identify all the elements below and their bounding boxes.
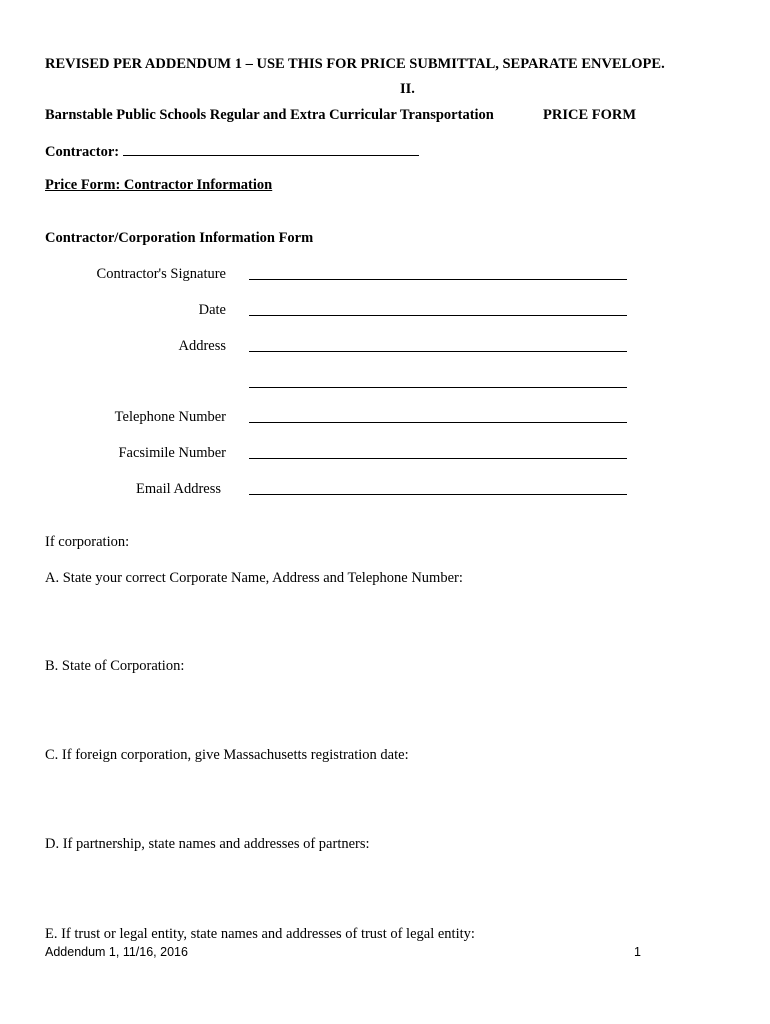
telephone-line[interactable]: [249, 422, 627, 423]
contractor-row: [45, 144, 419, 161]
revised-notice: REVISED PER ADDENDUM 1 – USE THIS FOR PRICE SUBMITTAL, SEPARATE ENVELOPE.: [45, 56, 665, 72]
corporation-item-d: D. If partnership, state names and addresses of partners:: [45, 836, 370, 852]
corporation-intro: If corporation:: [45, 534, 130, 550]
address-line-2[interactable]: [249, 387, 627, 388]
corporation-item-b: B. State of Corporation:: [45, 658, 185, 674]
page-number: 1: [634, 945, 641, 959]
price-form-info-heading: Price Form: Contractor Information: [45, 177, 273, 193]
date-label: Date: [198, 302, 226, 318]
date-line[interactable]: [249, 315, 627, 316]
email-line[interactable]: [249, 494, 627, 495]
corporation-item-e: E. If trust or legal entity, state names and addresses of trust of legal entity:: [45, 926, 475, 942]
info-form-heading: Contractor/Corporation Information Form: [45, 230, 314, 246]
corporation-item-a: A. State your correct Corporate Name, Address and Telephone Number:: [45, 570, 463, 586]
facsimile-line[interactable]: [249, 458, 627, 459]
signature-line[interactable]: [249, 279, 627, 280]
form-name: PRICE FORM: [543, 107, 637, 123]
project-title: Barnstable Public Schools Regular and Extra Curricular Transportation: [45, 107, 494, 123]
address-line-1[interactable]: [249, 351, 627, 352]
telephone-label: Telephone Number: [114, 409, 226, 425]
section-number: II.: [400, 81, 415, 97]
signature-label: Contractor's Signature: [96, 266, 226, 282]
corporation-item-c: C. If foreign corporation, give Massachusetts registration date:: [45, 747, 409, 763]
facsimile-label: Facsimile Number: [118, 445, 226, 461]
email-label: Email Address: [136, 481, 221, 497]
contractor-label: Contractor:: [45, 144, 120, 160]
contractor-blank-line[interactable]: [123, 154, 419, 156]
footer-addendum: Addendum 1, 11/16, 2016: [45, 945, 188, 959]
address-label: Address: [178, 338, 226, 354]
